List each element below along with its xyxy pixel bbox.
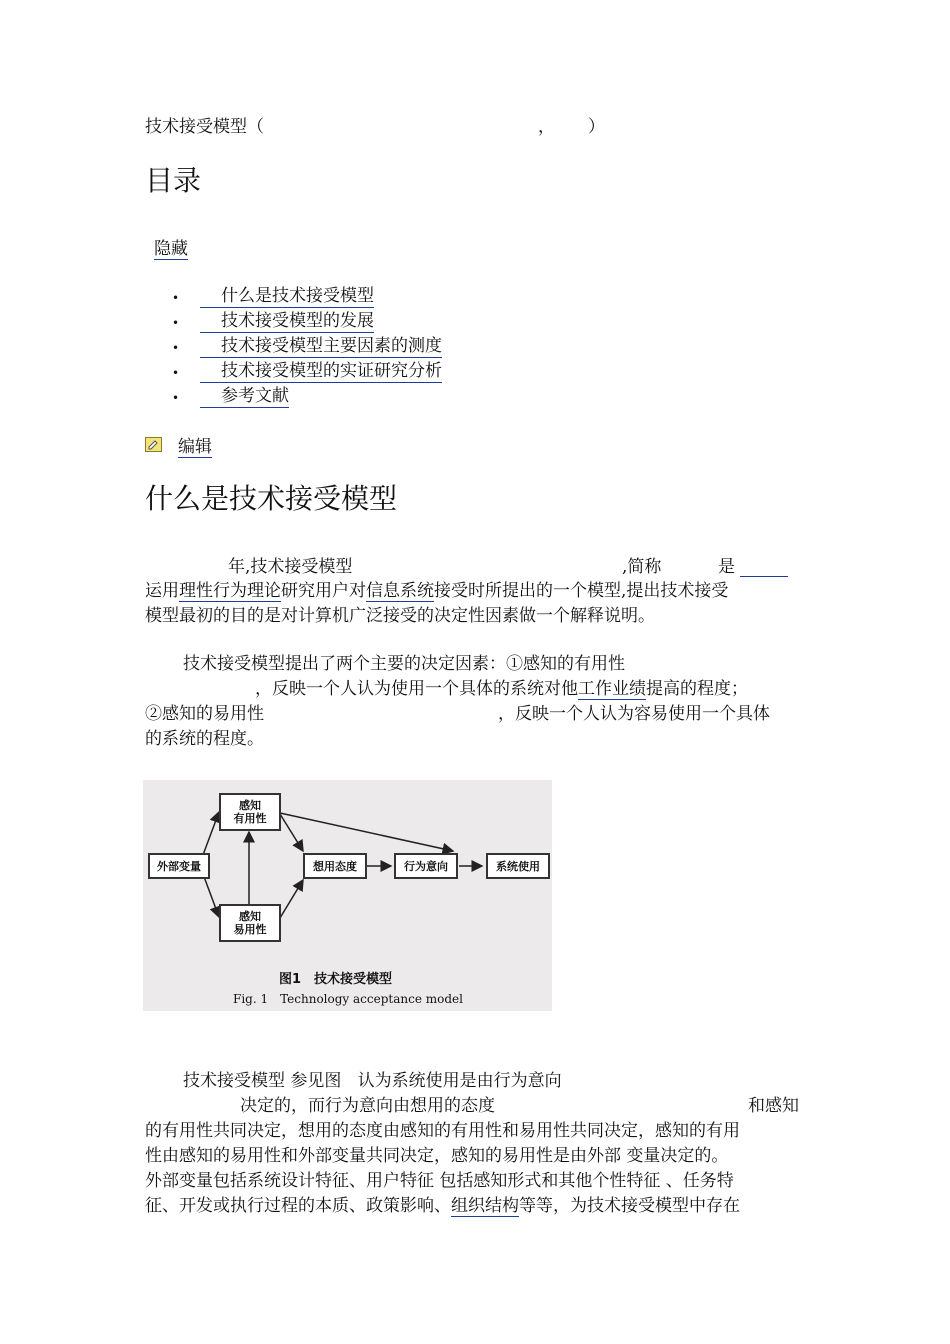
para2-line4: 的系统的程度。 [145,729,264,749]
para2-line3b: ，反映一个人认为容易使用一个具体 [498,704,770,724]
tam-figure [143,780,552,1011]
arrow-useful-attitude [280,814,303,851]
para1-empty-link[interactable] [740,576,788,577]
toc-bullet: • [172,391,180,405]
doc-title [145,115,264,139]
figure-caption-en: Fig. 1 Technology acceptance model [233,992,463,1006]
para3-line4: 性由感知的易用性和外部变量共同决定，感知的易用性是由外部 变量决定的。 [145,1146,729,1166]
toc-hide-label[interactable]: 隐藏 [154,239,188,259]
para3-line2a: 决定的，而行为意向由想用的态度 [240,1096,495,1116]
box-perceived-usefulness: 感知 有用性 [219,793,281,831]
para3-line6-b: 等等，为技术接受模型中存在 [519,1196,740,1216]
figure-caption-cn: 图1 技术接受模型 [279,972,393,987]
box-intention: 行为意向 [394,853,458,879]
para1-line2-b: 研究用户对 [281,581,366,601]
para2-line2-a: ，反映一个人认为使用一个具体的系统对他 [255,679,578,699]
arrow-ext-useful [203,812,219,855]
para3-line5: 外部变量包括系统设计特征、用户特征 包括感知形式和其他个性特征 、任务特 [145,1171,734,1191]
arrow-ease-attitude [280,880,303,918]
edit-icon[interactable] [145,437,162,452]
edit-label[interactable]: 编辑 [178,437,212,457]
toc-bullet: • [172,316,180,330]
para2-line1: 技术接受模型提出了两个主要的决定因素：①感知的有用性 [183,654,625,674]
para3-line6 [145,1194,740,1218]
para1-line2-a: 运用 [145,581,179,601]
para1-line2 [145,579,728,603]
toc-item-references[interactable]: 参考文献 [200,385,289,408]
link-reasoned-action[interactable]: 理性行为理论 [179,581,281,601]
toc-bullet: • [172,291,180,305]
box-system-usage: 系统使用 [486,853,550,879]
para3-line2b: 和感知 [748,1096,799,1116]
para1-seg2: ,简称 [622,557,662,577]
section-heading: 什么是技术接受模型 [145,482,398,515]
box-external-variables: 外部变量 [148,853,210,879]
toc-heading: 目录 [145,164,202,197]
toc-hide-link[interactable] [154,237,188,261]
box-perceived-ease: 感知 易用性 [219,904,281,942]
link-work-performance[interactable]: 工作业绩 [578,679,646,699]
box-attitude: 想用态度 [303,853,367,879]
title-close-paren: ） [588,117,605,137]
link-organization-structure[interactable]: 组织结构 [451,1196,519,1216]
toc-item-development[interactable]: 技术接受模型的发展 [200,310,374,333]
para1-line2-c: 接受时所提出的一个模型,提出技术接受 [434,581,729,601]
para2-line2-b: 提高的程度； [646,679,748,699]
toc-item-measurement[interactable]: 技术接受模型主要因素的测度 [200,335,442,358]
para2-line3a: ②感知的易用性 [145,704,264,724]
toc-bullet: • [172,341,180,355]
para1-seg1: 年,技术接受模型 [228,557,353,577]
arrow-useful-intention [280,813,453,851]
para2-line2 [255,677,748,701]
edit-link[interactable] [178,435,212,459]
para3-line3: 的有用性共同决定，想用的态度由感知的有用性和易用性共同决定，感知的有用 [145,1121,740,1141]
para3-line6-a: 征、开发或执行过程的本质、政策影响、 [145,1196,451,1216]
arrow-ext-ease [203,874,219,917]
title-text: 技术接受模型（ [145,117,264,137]
title-comma: ， [538,117,555,137]
link-information-system[interactable]: 信息系统 [366,581,434,601]
para3-line1: 技术接受模型 参见图 认为系统使用是由行为意向 [183,1071,562,1091]
toc-item-empirical[interactable]: 技术接受模型的实证研究分析 [200,360,442,383]
para1-seg3: 是 [718,557,735,577]
para1-line3: 模型最初的目的是对计算机广泛接受的决定性因素做一个解释说明。 [145,606,655,626]
toc-item-what-is-tam[interactable]: 什么是技术接受模型 [200,285,374,308]
toc-bullet: • [172,366,180,380]
